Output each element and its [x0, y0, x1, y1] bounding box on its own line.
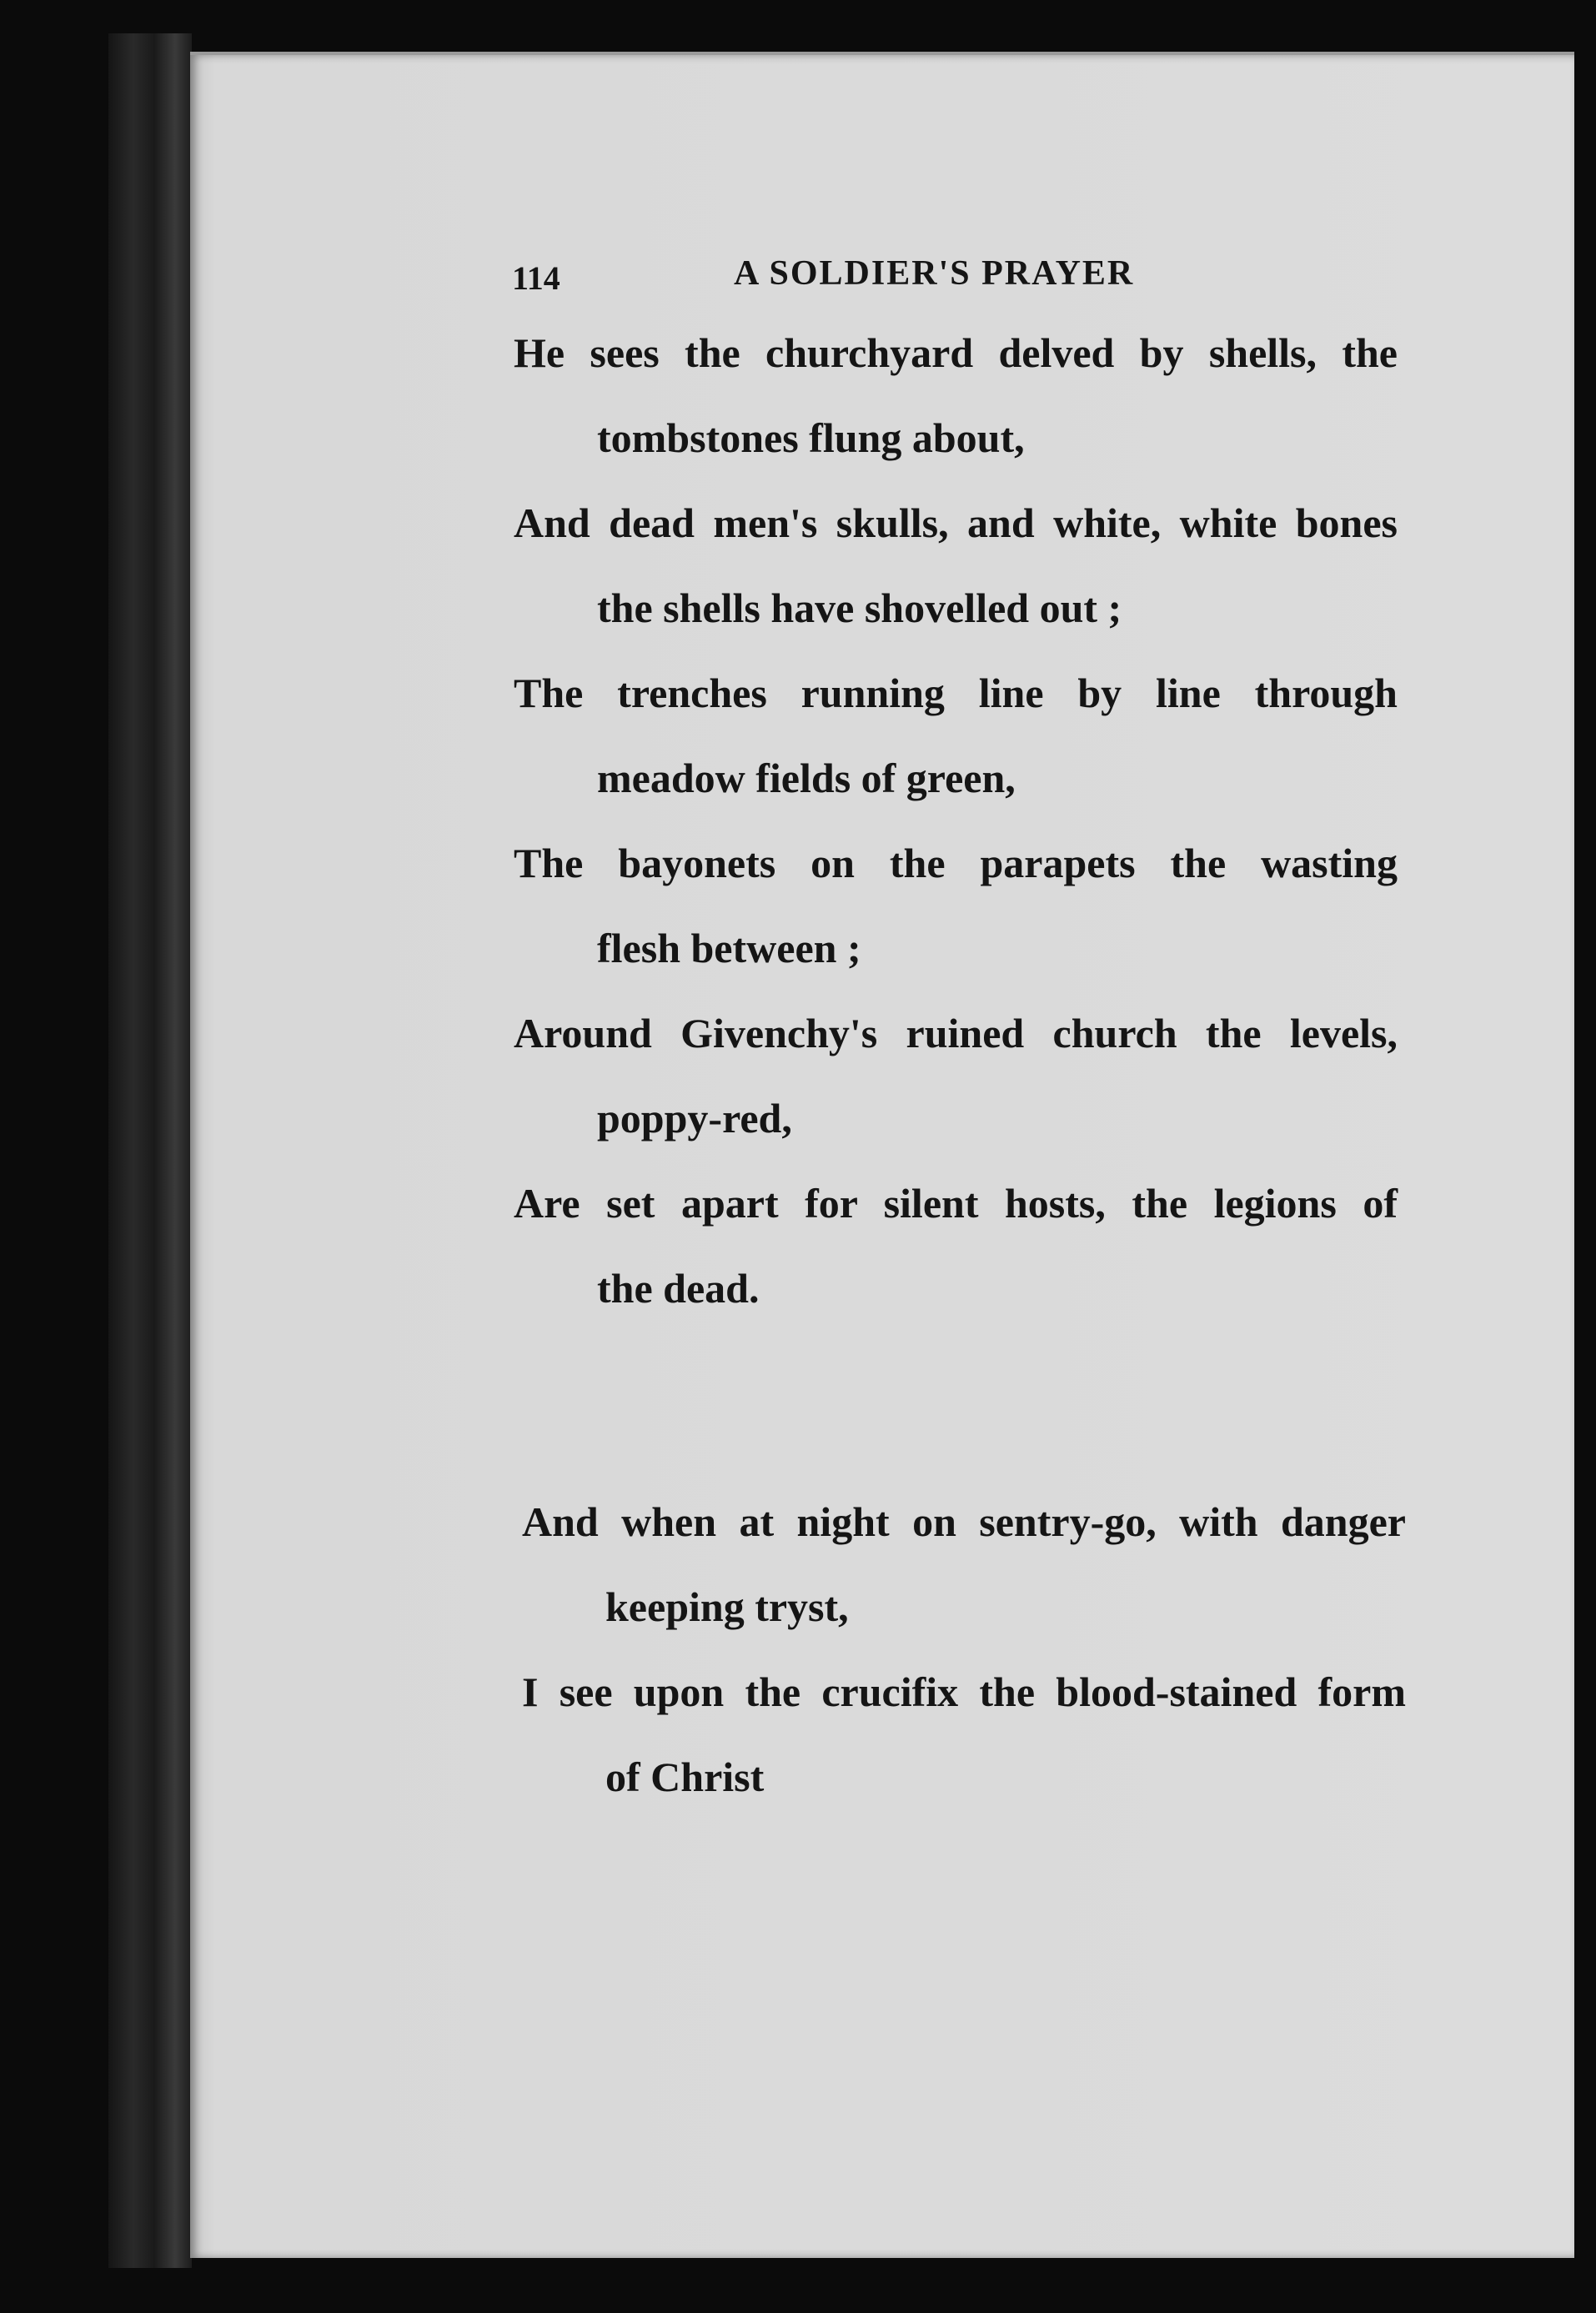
running-title: A SOLDIER'S PRAYER — [734, 254, 1135, 293]
book-binding — [108, 33, 192, 2268]
verse-line — [514, 329, 1414, 502]
verse-line-continuation: the shells have shovelled out ; — [597, 585, 1122, 631]
verse-line-continuation: of Christ — [605, 1754, 765, 1800]
verse-line — [514, 1012, 1414, 1182]
verse-line-first: Around Givenchy's ruined church the levels, — [514, 1010, 1398, 1056]
verse-line-continuation: the dead. — [597, 1265, 760, 1312]
verse-line-first: And when at night on sentry-go, with danger — [522, 1498, 1406, 1545]
verse-line-continuation: meadow fields of green, — [597, 755, 1016, 801]
verse-line — [514, 672, 1414, 842]
verse-line — [522, 1668, 1423, 1841]
stanza-2 — [522, 1498, 1423, 1841]
verse-line — [514, 499, 1414, 672]
verse-line-first: The bayonets on the parapets the wasting — [514, 840, 1398, 886]
verse-line — [522, 1498, 1423, 1671]
verse-line — [514, 1182, 1414, 1352]
verse-line-first: Are set apart for silent hosts, the legions of — [514, 1180, 1398, 1227]
verse-line-continuation: tombstones flung about, — [597, 414, 1025, 461]
verse-line-continuation: flesh between ; — [597, 925, 861, 971]
verse-line-first: The trenches running line by line through — [514, 670, 1398, 716]
stanza-1 — [514, 329, 1414, 1352]
verse-line — [514, 842, 1414, 1012]
verse-line-first: He sees the churchyard delved by shells, the — [514, 329, 1398, 376]
page-number: 114 — [512, 259, 560, 297]
verse-line-first: And dead men's skulls, and white, white bones — [514, 499, 1398, 546]
verse-line-continuation: keeping tryst, — [605, 1583, 849, 1630]
verse-line-first: I see upon the crucifix the blood-stained form — [522, 1668, 1406, 1715]
verse-line-continuation: poppy-red, — [597, 1095, 792, 1141]
